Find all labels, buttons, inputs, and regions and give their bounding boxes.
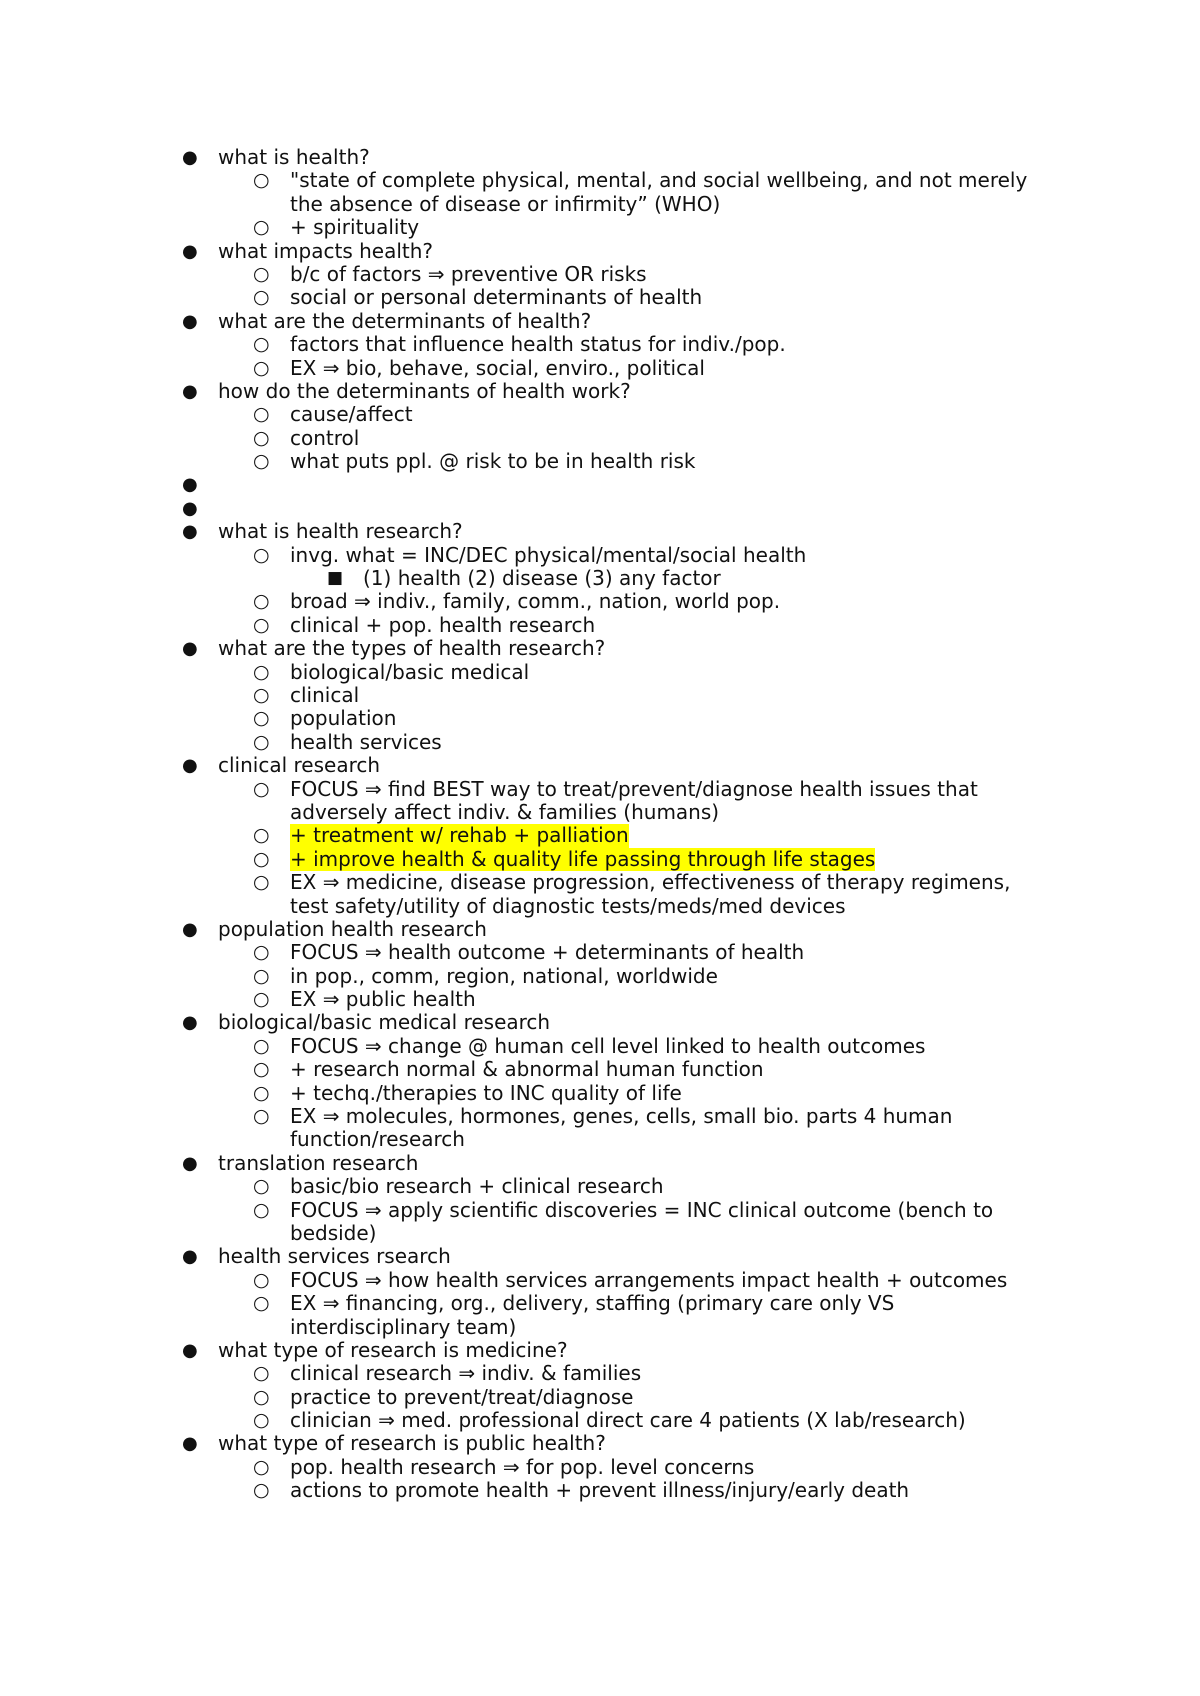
outline-item-level-2 (0, 614, 1200, 637)
hollow-circle-bullet-icon: ○ (253, 1105, 270, 1128)
item-text: biological/basic medical (290, 659, 530, 684)
item-text: what are the determinants of health? (218, 308, 592, 333)
hollow-circle-bullet-icon: ○ (253, 1268, 270, 1291)
hollow-circle-bullet-icon: ○ (253, 403, 270, 426)
wrapped-line (0, 801, 1200, 824)
outline-item-level-2 (0, 1175, 1200, 1198)
item-text: what impacts health? (218, 238, 434, 263)
item-text: "state of complete physical, mental, and social wellbeing, and not merely (290, 168, 1028, 193)
item-text: + spirituality (290, 215, 420, 240)
filled-circle-bullet-icon: ● (182, 1246, 198, 1268)
hollow-circle-bullet-icon: ○ (253, 450, 270, 473)
outline-item-level-2 (0, 216, 1200, 239)
item-text: what type of research is medicine? (218, 1337, 568, 1362)
item-text: control (290, 425, 360, 450)
hollow-circle-bullet-icon: ○ (253, 1479, 270, 1502)
hollow-circle-bullet-icon: ○ (253, 1058, 270, 1081)
outline-item-level-1 (0, 146, 1200, 169)
outline-item-level-1 (0, 310, 1200, 333)
item-text: biological/basic medical research (218, 1010, 551, 1035)
hollow-circle-bullet-icon: ○ (253, 824, 270, 847)
hollow-circle-bullet-icon: ○ (253, 1034, 270, 1057)
item-text: the absence of disease or infirmity” (WHO) (290, 191, 721, 216)
wrapped-line (0, 1222, 1200, 1245)
outline-item-level-2 (0, 707, 1200, 730)
filled-circle-bullet-icon: ● (182, 380, 198, 402)
hollow-circle-bullet-icon: ○ (253, 333, 270, 356)
item-text: basic/bio research + clinical research (290, 1174, 664, 1199)
item-text: invg. what = INC/DEC physical/mental/social health (290, 542, 807, 567)
item-text: EX ⇒ bio, behave, social, enviro., political (290, 355, 705, 380)
filled-circle-bullet-icon: ● (182, 755, 198, 777)
outline-item-level-1 (0, 473, 1200, 496)
hollow-circle-bullet-icon: ○ (253, 988, 270, 1011)
hollow-circle-bullet-icon: ○ (253, 1455, 270, 1478)
outline-item-level-2 (0, 427, 1200, 450)
wrapped-line (0, 895, 1200, 918)
item-text: FOCUS ⇒ apply scientific discoveries = INC clinical outcome (bench to (290, 1197, 994, 1222)
notes-outline (0, 146, 1200, 1503)
hollow-circle-bullet-icon: ○ (253, 286, 270, 309)
item-text: what puts ppl. @ risk to be in health risk (290, 449, 696, 474)
outline-item-level-2 (0, 848, 1200, 871)
outline-item-level-2 (0, 871, 1200, 894)
hollow-circle-bullet-icon: ○ (253, 356, 270, 379)
item-text: what type of research is public health? (218, 1431, 606, 1456)
outline-item-level-1 (0, 380, 1200, 403)
outline-item-level-1 (0, 754, 1200, 777)
outline-item-level-1 (0, 1432, 1200, 1455)
item-text: actions to promote health + prevent illness/injury/early death (290, 1478, 910, 1503)
outline-item-level-2 (0, 1386, 1200, 1409)
item-text: population health research (218, 916, 487, 941)
outline-item-level-2 (0, 1269, 1200, 1292)
highlighted-item-text: + treatment w/ rehab + palliation (290, 823, 629, 848)
outline-item-level-1 (0, 918, 1200, 941)
filled-square-bullet-icon: ■ (327, 568, 344, 589)
filled-circle-bullet-icon: ● (182, 638, 198, 660)
outline-item-level-2 (0, 988, 1200, 1011)
outline-item-level-2 (0, 1362, 1200, 1385)
outline-item-level-2 (0, 661, 1200, 684)
wrapped-line (0, 1128, 1200, 1151)
filled-circle-bullet-icon: ● (182, 918, 198, 940)
outline-item-level-2 (0, 1082, 1200, 1105)
outline-item-level-1 (0, 1011, 1200, 1034)
item-text: test safety/utility of diagnostic tests/meds/med devices (290, 893, 846, 918)
item-text: practice to prevent/treat/diagnose (290, 1384, 634, 1409)
item-text: translation research (218, 1150, 419, 1175)
hollow-circle-bullet-icon: ○ (253, 426, 270, 449)
outline-item-level-2 (0, 263, 1200, 286)
item-text: EX ⇒ medicine, disease progression, effectiveness of therapy regimens, (290, 870, 1011, 895)
item-text: interdisciplinary team) (290, 1314, 517, 1339)
filled-circle-bullet-icon: ● (182, 240, 198, 262)
hollow-circle-bullet-icon: ○ (253, 262, 270, 285)
filled-circle-bullet-icon: ● (182, 521, 198, 543)
item-text: factors that influence health status for indiv./pop. (290, 332, 786, 357)
hollow-circle-bullet-icon: ○ (253, 683, 270, 706)
item-text: EX ⇒ molecules, hormones, genes, cells, small bio. parts 4 human (290, 1104, 953, 1129)
item-text: population (290, 706, 397, 731)
outline-item-level-2 (0, 1479, 1200, 1502)
hollow-circle-bullet-icon: ○ (253, 1198, 270, 1221)
item-text: b/c of factors ⇒ preventive OR risks (290, 261, 647, 286)
outline-item-level-2 (0, 450, 1200, 473)
filled-circle-bullet-icon: ● (182, 497, 198, 519)
highlighted-item-text: + improve health & quality life passing through life stages (290, 846, 876, 871)
hollow-circle-bullet-icon: ○ (253, 964, 270, 987)
item-text: broad ⇒ indiv., family, comm., nation, world pop. (290, 589, 781, 614)
outline-item-level-2 (0, 941, 1200, 964)
outline-item-level-2 (0, 1035, 1200, 1058)
hollow-circle-bullet-icon: ○ (253, 1175, 270, 1198)
outline-item-level-2 (0, 1058, 1200, 1081)
outline-item-level-1 (0, 497, 1200, 520)
item-text: FOCUS ⇒ how health services arrangements impact health + outcomes (290, 1267, 1008, 1292)
wrapped-line (0, 1316, 1200, 1339)
item-text: adversely affect indiv. & families (humans) (290, 799, 720, 824)
hollow-circle-bullet-icon: ○ (253, 777, 270, 800)
outline-item-level-2 (0, 169, 1200, 192)
filled-circle-bullet-icon: ● (182, 1339, 198, 1361)
filled-circle-bullet-icon: ● (182, 310, 198, 332)
outline-item-level-3 (0, 567, 1200, 590)
outline-item-level-2 (0, 590, 1200, 613)
item-text: EX ⇒ public health (290, 987, 476, 1012)
hollow-circle-bullet-icon: ○ (253, 1292, 270, 1315)
item-text: clinical research (218, 753, 381, 778)
item-text: pop. health research ⇒ for pop. level concerns (290, 1454, 755, 1479)
outline-item-level-1 (0, 1245, 1200, 1268)
outline-item-level-1 (0, 520, 1200, 543)
item-text: in pop., comm, region, national, worldwide (290, 963, 718, 988)
item-text: EX ⇒ financing, org., delivery, staffing (primary care only VS (290, 1291, 895, 1316)
outline-item-level-2 (0, 778, 1200, 801)
hollow-circle-bullet-icon: ○ (253, 169, 270, 192)
item-text: cause/affect (290, 402, 413, 427)
hollow-circle-bullet-icon: ○ (253, 707, 270, 730)
item-text: social or personal determinants of health (290, 285, 703, 310)
wrapped-line (0, 193, 1200, 216)
item-text: FOCUS ⇒ health outcome + determinants of health (290, 940, 805, 965)
item-text: health services (290, 729, 442, 754)
item-text: clinical research ⇒ indiv. & families (290, 1361, 642, 1386)
filled-circle-bullet-icon: ● (182, 147, 198, 168)
outline-item-level-2 (0, 1292, 1200, 1315)
outline-item-level-2 (0, 731, 1200, 754)
item-text: what is health research? (218, 519, 463, 544)
outline-item-level-2 (0, 286, 1200, 309)
item-text: what are the types of health research? (218, 636, 606, 661)
outline-item-level-2 (0, 1456, 1200, 1479)
hollow-circle-bullet-icon: ○ (253, 1409, 270, 1432)
hollow-circle-bullet-icon: ○ (253, 590, 270, 613)
filled-circle-bullet-icon: ● (182, 1012, 198, 1034)
outline-item-level-2 (0, 684, 1200, 707)
item-text: what is health? (218, 145, 370, 169)
outline-item-level-1 (0, 1339, 1200, 1362)
filled-circle-bullet-icon: ● (182, 1433, 198, 1455)
item-text: clinical (290, 682, 360, 707)
hollow-circle-bullet-icon: ○ (253, 613, 270, 636)
hollow-circle-bullet-icon: ○ (253, 660, 270, 683)
item-text: function/research (290, 1127, 465, 1152)
outline-item-level-2 (0, 824, 1200, 847)
outline-item-level-2 (0, 1409, 1200, 1432)
hollow-circle-bullet-icon: ○ (253, 871, 270, 894)
outline-item-level-1 (0, 240, 1200, 263)
outline-item-level-1 (0, 1152, 1200, 1175)
item-text: health services rsearch (218, 1244, 451, 1269)
hollow-circle-bullet-icon: ○ (253, 847, 270, 870)
item-text: (1) health (2) disease (3) any factor (363, 566, 721, 591)
filled-circle-bullet-icon: ● (182, 474, 198, 496)
hollow-circle-bullet-icon: ○ (253, 730, 270, 753)
outline-item-level-2 (0, 1105, 1200, 1128)
hollow-circle-bullet-icon: ○ (253, 1081, 270, 1104)
hollow-circle-bullet-icon: ○ (253, 1362, 270, 1385)
item-text: clinical + pop. health research (290, 612, 596, 637)
hollow-circle-bullet-icon: ○ (253, 1385, 270, 1408)
item-text: clinician ⇒ med. professional direct care 4 patients (X lab/research) (290, 1408, 966, 1433)
outline-item-level-2 (0, 544, 1200, 567)
item-text: + techq./therapies to INC quality of life (290, 1080, 682, 1105)
outline-item-level-2 (0, 403, 1200, 426)
outline-item-level-2 (0, 357, 1200, 380)
item-text: FOCUS ⇒ change @ human cell level linked to health outcomes (290, 1033, 926, 1058)
outline-item-level-1 (0, 637, 1200, 660)
outline-item-level-2 (0, 965, 1200, 988)
hollow-circle-bullet-icon: ○ (253, 941, 270, 964)
item-text: bedside) (290, 1220, 377, 1245)
hollow-circle-bullet-icon: ○ (253, 543, 270, 566)
outline-item-level-2 (0, 1199, 1200, 1222)
outline-item-level-2 (0, 333, 1200, 356)
item-text: FOCUS ⇒ find BEST way to treat/prevent/diagnose health issues that (290, 776, 978, 801)
filled-circle-bullet-icon: ● (182, 1152, 198, 1174)
item-text: how do the determinants of health work? (218, 378, 631, 403)
hollow-circle-bullet-icon: ○ (253, 216, 270, 239)
item-text: + research normal & abnormal human function (290, 1057, 764, 1082)
